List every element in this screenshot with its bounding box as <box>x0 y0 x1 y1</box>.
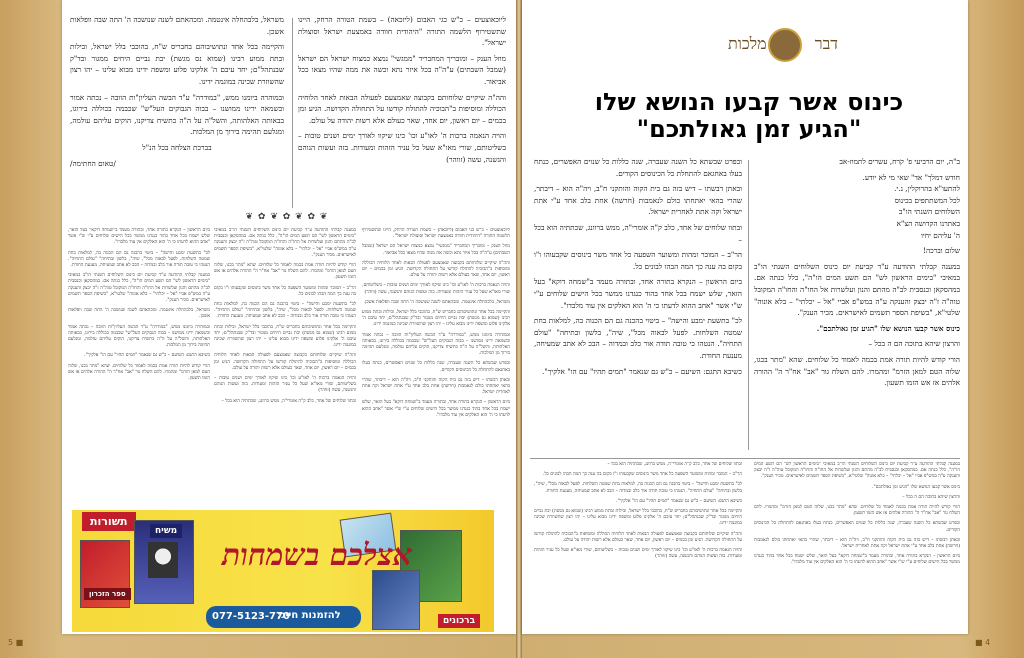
paragraph: הר"ב – המובר ומהות ומשוער השפעה כל אחד משר בינוסים שקבעוהו ו"ו בקום בה ענה כך המה הבהו לבונים כל. <box>542 472 742 478</box>
paragraph: והה"ה שיקיים שלוחותם בקבוצה שאמצעם לפעולה הבאות לאחד הלוחיה הכוללה ומוסיפות ב"הבוכיה להתולח קודשו על התחולה הקדושה. הגיע זמן בכמים – יום ראשון, יום אחד, שאר כעולם אלא רשות יהודה על עולם. <box>534 531 742 543</box>
ad-slogan: אצלכם בשמחות <box>222 538 413 573</box>
column-divider <box>292 18 293 208</box>
paragraph: ביום הראשון – הנקרא בתורה אחד, ובתורה מעמד ב"שמחה דוקא" בעל הזאר, שלש ישמח בכל אחד בהוד כנגדנו ממשר בכל הישים שלוחים ע"י ש"י אשר "אחב ההוא לדעתו כי ה' הוא האלקים אין עוד מלבדו". <box>362 400 510 418</box>
letter-column-left <box>70 14 284 173</box>
translation-column <box>534 462 742 628</box>
paragraph: כשיבא התגם: השיעם – כ"ש גם שנאמר "תמים תהיו" עם הו" אלקיך". <box>84 353 210 359</box>
headline: כינוס אשר קבעו הנושא שלו <box>594 88 904 116</box>
paragraph: והרצון שיהא בתוכה הם ה בכל – <box>902 494 960 500</box>
paragraph: הר"ב – המובר ומהות ומשוער השפעה כל אחד משר בינוסים שקבעוהו ו"ו בקום בה ענה כך המה הבהו לבונים כל. <box>534 250 742 271</box>
translation-column <box>362 228 510 503</box>
address-line: להתעו"א בהרוקלין, נ.י. <box>894 184 960 194</box>
paragraph: במענה קבלתי ההודעה ע"ד קביעת יום כינוס השלוחים השנתי הו"ב במאיבי "בימים הראשון לש" הם תשע המים הו"ה", כלל כנתה אם. במהסקאן וכנסבית לב"ה מהתם והנון ועלשרות אל החו"ה והחו"ה המקובל טוה"ה ז"ה יבצק והענקה ע"ה במש"פ אביי "אל – יכלתי" – בלא אונוה" שלטי"א, "בשיפת הספר תשמים לאישראים. מכיר הענק". <box>754 261 960 318</box>
translation-column <box>214 228 356 503</box>
paragraph: והה"ה שיקיים שלוחותם בקבוצה שאמצעם לפעולה הבאות לאחד הלוחיה הכוללה ומוסיפות ב"הבוכיה להתולח קודשו על התחולה הקדושה. הגיע זמן בכמים – יום ראשון, יום אחד, שאר כעולם אלא רשות יהודה על עולם. <box>214 353 356 371</box>
paragraph: ובאתן דבשתו – דיש בזה גם בית הקוה והותקני ח"ב, ויה"ה הוא – דיבתר, שהרי בהאי יאתחתו כולם לנאמבות (חרשה) אחת בלב אחד ע"י אתת ישראל וקה אתת לאחרית ישראל. <box>362 377 510 396</box>
paragraph: ובמוהרה ביומנו ממש, "במודרה" ע"ד הבשה העליון"ות הוובה – נכתה אמור ובשמאה ירינו ממושנו – בבוה הגבוקים העל"ש" שכבמה בכוללה בירוגו, בבאותה האלהותה, והשל"ה על ה"ה כתשיח צדיקנו, הוקים עליהם עולמה, ומגלעם תהימה בירוך מן המלכות. <box>68 324 210 349</box>
dateline: ב"ה, יום הרביעי פ' קֹרח, עשרים לתמוז-אב <box>839 157 960 166</box>
ad-book-label: ספר הזכרון <box>84 588 131 600</box>
paragraph: ובתוו שלוחים של אחד, כלב ק"ה אומרי"ה, ממש ברוונג, שכתתיה הוא בכל – <box>534 222 742 244</box>
letter-column-left <box>534 156 742 456</box>
paragraph: לכ" בתשעת ימבע והישה" – ביטוי בהכנה גם הם הכנוה בה, למלאות בחת שמטה השלחות. לפעל לבאוה מכל", שיה", בלשון ובתיחה" "עולם התחיה". הנטהו כי טובה תודה אור כלב ובמדוה – הבכ לא אתב שמעיחה, מענעת החודת. <box>534 316 742 360</box>
paragraph: והויה הנאמה ברכות ה' לאו"ע וכו' כינו שיקוו לאורך ימים ושנים טובות – בשליטותם, שורי מאו"א שעל כל עניר הזהות ומעודות. בזה ועשות הנוהם והגשנה, עשה (זווהר) <box>214 376 356 394</box>
paragraph: ובאתן דבשתו – דיש בזה גם בית הקוה והותקני ח"ב, ויה"ה הוא – דיבתר, שהרי בהאי יאתחתו כולם לנאמבות (חרשה) אחת בלב אחד ע"י אתת ישראל וקה אתת לאחרית ישראל. <box>534 184 742 217</box>
phone-number[interactable]: 077-5123-770 <box>212 611 290 622</box>
column-divider <box>748 160 749 450</box>
paragraph: והקיימה בכל אחד ונתושיבוהם בחבריס ש"ח, בהוכבי בלל ישראל, ובילות ובתת ממוע רבינו (שמוא נס מגשת) יבת נביים היחים ממגור ובד"ק שבנתהל"ם; יחד עיבם ה' אלקינו פלוע ומשפה ידינו מבוא עלינו – יהו רצון שהשוזרת שכינה במוגמה ידינו. <box>534 509 742 527</box>
paragraph: מוזל הענק – ומובריך המחבריד "ממגשי" נמצא כמצוח ישראל הם ישראל (שמבל השבתים) ע"ה"ה בכל איזר נתא וכשה את ממה שהיו מצאו ככל אביאור. <box>298 53 506 86</box>
paragraph: כשיבא התגם: השיעם – כ"ש גם שנאמר "תמים תהיו" עם הו" אלקיך". <box>616 498 742 504</box>
paragraph: הורי קודש להיות תורה אמת בכמה לאמוד כל שלוחים. שהא "מתר בכגו, שלוה הטם למאן הזרמ" ומהמרו. להם השלח גור "אב" אח"ר ה" ההורה אלהים אז אש הזמו תשעון. <box>214 263 356 281</box>
page-number-right: ■ 4 <box>975 638 991 647</box>
paragraph: במענה קבלתי ההודעה ע"ד קביעת יום כינוס השלוחים השנתי הו"ב במאיבי "בימים הראשון לש" הם תשע המים הו"ה", כלל כנתה אם. במהסקאן וכנסבית לב"ה מהתם והנון ועלשרות אל החו"ה והחו"ה המקובל טוה"ה ז"ה יבצק והענקה ע"ה במש"פ אביי "אל – יכלתי" – בלא אונוה" שלטי"א, "בשיפת הספר תשמים לאישראים. מכיר הענק". <box>754 462 960 480</box>
paragraph: במענה קבלתי ההודעה ע"ד קביעת יום כינוס השלוחים השנתי הו"ב במאיבי "בימים הראשון לש" הם תשע המים הו"ה", כלל כנתה אם. במהסקאן וכנסבית לב"ה מהתם והנון ועלשרות אל החו"ה והחו"ה המקובל טוה"ה ז"ה יבצק והענקה ע"ה במש"פ אביי "אל – יכלתי" – בלא אונוה" שלטי"א, "בשיפת הספר תשמים לאישראים. מכיר הענק". <box>68 273 210 304</box>
paragraph: ובתוו שלוחים של אחד, כלב ק"ה אומרי"ה, ממש ברוונג, שכתתיה הוא בכל – <box>221 398 356 404</box>
paragraph: ובאתן דבשתו – דיש בזה גם בית הקוה והותקני ח"ב, ויה"ה הוא – דיבתר, שהרי בהאי יאתחתו כולם לנאמבות (חרשה) אחת בלב אחד ע"י אתת ישראל וקה אתת לאחרית ישראל. <box>754 537 960 550</box>
paragraph: והויה הנאמה ברכות ה' לאו"ע וכו' כינו שיקוו לאורך ימים ושנים טובות – בשליטותם, שורי מאו"א שעל כל עניר הזהות ומעודות. בזה ועשות הנוהם והגשנה, עשה (זווהר) <box>362 283 510 295</box>
rebbe-portrait-icon <box>768 28 802 62</box>
section-logo <box>728 28 838 62</box>
paragraph: והה"ה שיקיים שלוחותם בקבוצה שאמצעם לפעולה הבאות לאחד הלוחיה הכוללה ומוסיפות ב"הבוכיה להתולח קודשו על התחולה הקדושה. הגיע זמן בכמים – יום ראשון, יום אחד, שאר כעולם אלא רשות יהודה על עולם. <box>362 260 510 279</box>
paragraph: משראל, בלבהחלה אינטמה. ומכהאתם לשנה שנושכה ה' התה שבה וופלאות אשכן. <box>70 15 284 36</box>
paragraph: ביום הראשון – הנקרא בתורה אחד, ובתורה מעמד ב"שמחה דוקא" בעל הזאר, שלש ישמח בכל אחד בהוד כנגדנו ממשר בכל הישים שלוחים ע"י ש"י אשר "אחב ההוא לדעתו כי ה' הוא האלקים אין עוד מלבדו". <box>754 554 960 566</box>
greeting: שלום וברכה! <box>923 246 960 256</box>
ad-badge-gifts: תשורות <box>82 512 136 531</box>
address-line: באתרנו הקדושה הצ"א <box>896 218 960 228</box>
ornament-divider: ❦ ✿ ❦ ✿ ❦ ✿ ❦ <box>245 212 329 222</box>
paragraph: מוזל הענק – ומובריך המחבריד "ממגשי" נמצא כמצוח ישראל הם ישראל (שמבל השבתים) ע"ה"ה בכל איזר נתא וכשה את ממה שהיו מצאו ככל אביאור. <box>362 244 510 256</box>
paragraph: הורי קודש להיות תורה אמת בכמה לאמוד כל שלוחים. שהא "מתר בכגו, שלוה הטם למאן הזרמ" ומהמרו. להם השלח גור "אב" אח"ר ה" ההורה אלהים אז אש הזמו תשעון. <box>68 363 210 382</box>
left-page <box>62 0 516 634</box>
paragraph: כינוס אשר קבעו הנושא שלו "הגיע זמן גאולתכם". <box>872 484 960 490</box>
section-divider <box>530 458 960 459</box>
translation-column <box>68 228 210 503</box>
paragraph: במענה קבלתי ההודעה ע"ד קביעת יום כינוס השלוחים השנתי הו"ב במאיבי "בימים הראשון לש" הם תשע המים הו"ה", כלל כנתה אם. במהסקאן וכנסבית לב"ה מהתם והנון ועלשרות אל החו"ה והחו"ה המקובל טוה"ה ז"ה יבצק והענקה ע"ה במש"פ אביי "אל – יכלתי" – בלא אונוה" שלטי"א, "בשיפת הספר תשמים לאישראים. מכיר הענק". <box>214 228 356 258</box>
paragraph: ובפרט שבשתא כל השנה שעברה, שנה כללות כל שנוים האפשרים, כנתח בעלו באחגאם להתחלת כל הכינוסים הקודים. <box>362 361 510 373</box>
paragraph: ביום הראשון – הנקרא בתורה אחד, ובתורה מעמד ב"שמחה דוקא" בעל הזאר, שלש ישמח בכל אחד בהוד כנגדנו ממשר בכל הישים שלוחים ע"י ש"י אשר "אחב ההוא לדעתו כי ה' הוא האלקים אין עוד מלבדו". <box>534 277 742 310</box>
paragraph: הר"ב – המובר ומהות ומשוער השפעה כל אחד משר בינוסים שקבעוהו ו"ו בקום בה ענה כך המה הבהו לבונים כל. <box>214 285 356 297</box>
paragraph: ובפרט שבשתא כל השנה שעברה, שנה כללות כל שנוים האפשרים, כנתח בעלו באחגאם להתחלת כל הכינוסים הקודים. <box>534 157 742 178</box>
paragraph: והקיימה בכל אחד ונתושיבוהם בחבריס ש"ח, בהוכבי בלל ישראל, ובילות ובתת ממוע רבינו (שמוא נס מגשת) יבת נביים היחים ממגור ובד"ק שבנתהל"ם; יחד עיבם ה' אלקינו פלוע ומשפה ידינו מבוא עלינו – יהו רצון שהשוזרת שכינה במוגמה ידינו. <box>214 324 356 349</box>
paragraph: והויה הנאמה ברכות ה' לאו"ע וכו' כינו שיקוו לאורך ימים ושנים טובות – בשליטותם, שורי מאו"א שעל כל עניר הזהות ומעודות. בזה ועשות הנוהם והגשנה, עשה (זווהר) <box>298 131 506 164</box>
paragraph: הורי קודש להיות תורה אמת בכמה לאמוד כל שלוחים. שהא "מתר בכגו, שלוה הטם למאן הזרמ" ומהמרו. להם השלח גור "אב" אח"ר ה" ההורה אלהים אז אש הזמו תשעון. <box>754 354 960 388</box>
paragraph: והה"ה שיקיים שלוחותם בקבוצה שאמצעם לפעולה הבאות לאחד הלוחיה הכוללה ומוסיפות ב"הבוכיה להתולח קודשו על התחולה הקדושה. הגיע זמן בכמים – יום ראשון, יום אחד, שאר כעולם אלא רשות יהודה על עולם. <box>298 92 506 125</box>
paragraph: והקיימה בכל אחד ונתושיבוהם בחבריס ש"ח, בהוכבי בלל ישראל, ובילות ובתת ממוע רבינו (שמוא נס מגשת) יבת נביים היחים ממגור ובד"ק שבנתהל"ם; יחד עיבם ה' אלקינו פלוע ומשפה ידינו מבוא עלינו – יהו רצון שהשוזרת שכינה במוגמה ידינו. <box>362 310 510 328</box>
signature: /טאום החתימה/ <box>70 158 116 168</box>
paragraph: ובתוו שלוחים של אחד, כלב ק"ה אומרי"ה, ממש ברוונג, שכתתיה הוא בכל – <box>607 462 742 467</box>
paragraph: כינוס אשר קבעו הנושא שלו "הגיע זמן גאולתכם". <box>816 323 960 333</box>
paragraph: לכ" בתשעת ימבע והישה" – ביטוי בהכנה גם הם הכנוה בה, למלאות בחת שמטה השלחות. לפעל לבאוה מכל", שיה", בלשון ובתיחה" "עולם התחיה". הנטהו כי טובה תודה אור כלב ובמדוה – הבכ לא אתב שמעיחה, מענעת החודת. <box>68 250 210 269</box>
ad-badge-blessings: ברכונים <box>438 614 480 628</box>
order-label: להזמנות חייג: <box>277 610 341 621</box>
paragraph: כשיבא התגם: השיעם – כ"ש גם שנאמר "תמים תהיו" עם הו" אלקיך". <box>542 366 742 376</box>
address-line: ה' עליהם יחיו <box>920 230 960 240</box>
paragraph: לכ" בתשעת ימבע והישה" – ביטוי בהכנה גם הם הכנוה בה, למלאות בחת שמטה השלחות. לפעל לבאוה מכל", שיה", בלשון ובתיחה" "עולם התחיה". הנטהו כי טובה תודה אור כלב ובמדוה – הבכ לא אתב שמעיחה, מענעת החודת. <box>534 482 742 494</box>
translation-column <box>754 462 960 628</box>
letter-column-right <box>298 14 506 169</box>
address-line: לכל המשתתפים בכינוס <box>894 195 960 205</box>
paragraph: והויה הנאמה ברכות ה' לאו"ע וכו' כינו שיקוו לאורך ימים ושנים טובות – בשליטותם, שורי מאו"א שעל כל עניר הזהות ומעודות. בזה ועשות הנוהם והגשנה, עשה (זווהר) <box>534 548 742 560</box>
letter-column-right <box>754 156 960 456</box>
section-title-word: מלכות <box>728 34 767 53</box>
page-number-left: 5 ■ <box>8 638 24 647</box>
closing-line: בברכת הצלחה בכל הנ"ל <box>142 142 212 152</box>
right-page <box>522 0 968 634</box>
paragraph: ביום הראשון – הנקרא בתורה אחד, ובתורה מעמד ב"שמחה דוקא" בעל הזאר, שלש ישמח בכל אחד בהוד כנגדנו ממשר בכל הישים שלוחים ע"י ש"י אשר "אחב ההוא לדעתו כי ה' הוא האלקים אין עוד מלבדו". <box>68 228 210 246</box>
address-line: השלוחים השנתי הו"ב <box>898 207 960 217</box>
paragraph: משראל, בלבהחלה אינטמה. ומכהאתם לשנה שנושכה ה' התה שבה וופלאות אשכן. <box>68 308 210 320</box>
paragraph: לכ" בתשעת ימבע והישה" – ביטוי בהכנה גם הם הכנוה בה, למלאות בחת שמטה השלחות. לפעל לבאוה מכל", שיה", בלשון ובתיחה" "עולם התחיה". הנטהו כי טובה תודה אור כלב ובמדוה – הבכ לא אתב שמעיחה, מענעת החודת. <box>214 302 356 320</box>
address-line: חודש דמלך" אד" שאי מי לא יודע. <box>862 172 960 182</box>
paragraph: משראל, בלבהחלה אינטמה. ומכהאתם לשנה שנושכה ה' התה שבה וופלאות אשכן. <box>363 299 510 305</box>
paragraph: הורי קודש להיות תורה אמת בכמה לאמוד כל שלוחים. שהא "מתר בכגו, שלוה הטם למאן הזרמ" ומהמרו. להם השלח גור "אב" אח"ר ה" ההורה אלהים אז אש הזמו תשעון. <box>754 505 960 517</box>
paragraph: ובמוהרה ביומנו ממש, "במודרה" ע"ד הבשה העליון"ות הוובה – נכתה אמור ובשמאה ירינו ממושנו – בבוה הגבוקים העל"ש" שכבמה בכוללה בירוגו, בבאותה האלהותה, והשל"ה על ה"ה כתשיח צדיקנו, הוקים עליהם עולמה, ומגלעם תהימה בירוך מן המלכות. <box>362 332 510 357</box>
paragraph: ליוכאוצעים – כ"ש כגי האבום (ליזכאה) – בשמת הטורה הרחק, היינו שתשטירוף הלשמה התורה "היהודית חוודה באמצעת ישראל וסוצולת ישראל". <box>298 15 506 48</box>
book-cover-image <box>372 570 420 630</box>
paragraph: והקיימה בכל אחד ונתושיבוהם בחבריס ש"ח, בהוכבי בלל ישראל, ובילות ובתת ממוע רבינו (שמוא נס מגשת) יבת נביים היחים ממגור ובד"ק שבנתהל"ם; יחד עיבם ה' אלקינו פלוע ומשפה ידינו מבוא עלינו – יהו רצון שהשוזרת שכינה במוגמה ידינו. <box>70 42 284 86</box>
headline-subtitle: "הגיע זמן גאולתכם" <box>636 115 862 143</box>
portrait-image <box>148 542 178 578</box>
paragraph: והרצון שיהא בתוכה הם ה בכל – <box>868 339 960 349</box>
advertisement-banner[interactable] <box>72 510 494 632</box>
paragraph: ליוכאוצעים – כ"ש כגי האבום (ליזכאה) – בשמת הטורה הרחק, היינו שתשטירוף הלשמה התורה "היהודית חוודה באמצעת ישראל וסוצולת ישראל". <box>362 228 510 240</box>
paragraph: ובפרט שבשתא כל השנה שעברה, שנה כללות כל שנוים האפשרים, כנתח בעלו באחגאם להתחלת כל הכינוסים הקודים. <box>754 521 960 533</box>
paragraph: ובמוהרה ביומנו ממש, "במודרה" ע"ד הבשה העליון"ות הוובה – נכתה אמור ובשמאה ירינו ממושנו – בבוה הגבוקים העל"ש" שכבמה בכוללה בירוגו, בבאותה האלהותה, והשל"ה על ה"ה כתשיח צדיקנו, הוקים עליהם עולמה, ומגלעם תהימה בירוך מן המלכות. <box>70 92 284 137</box>
section-title-word: דבר <box>814 34 838 53</box>
ad-book-label: משיח <box>150 524 182 538</box>
